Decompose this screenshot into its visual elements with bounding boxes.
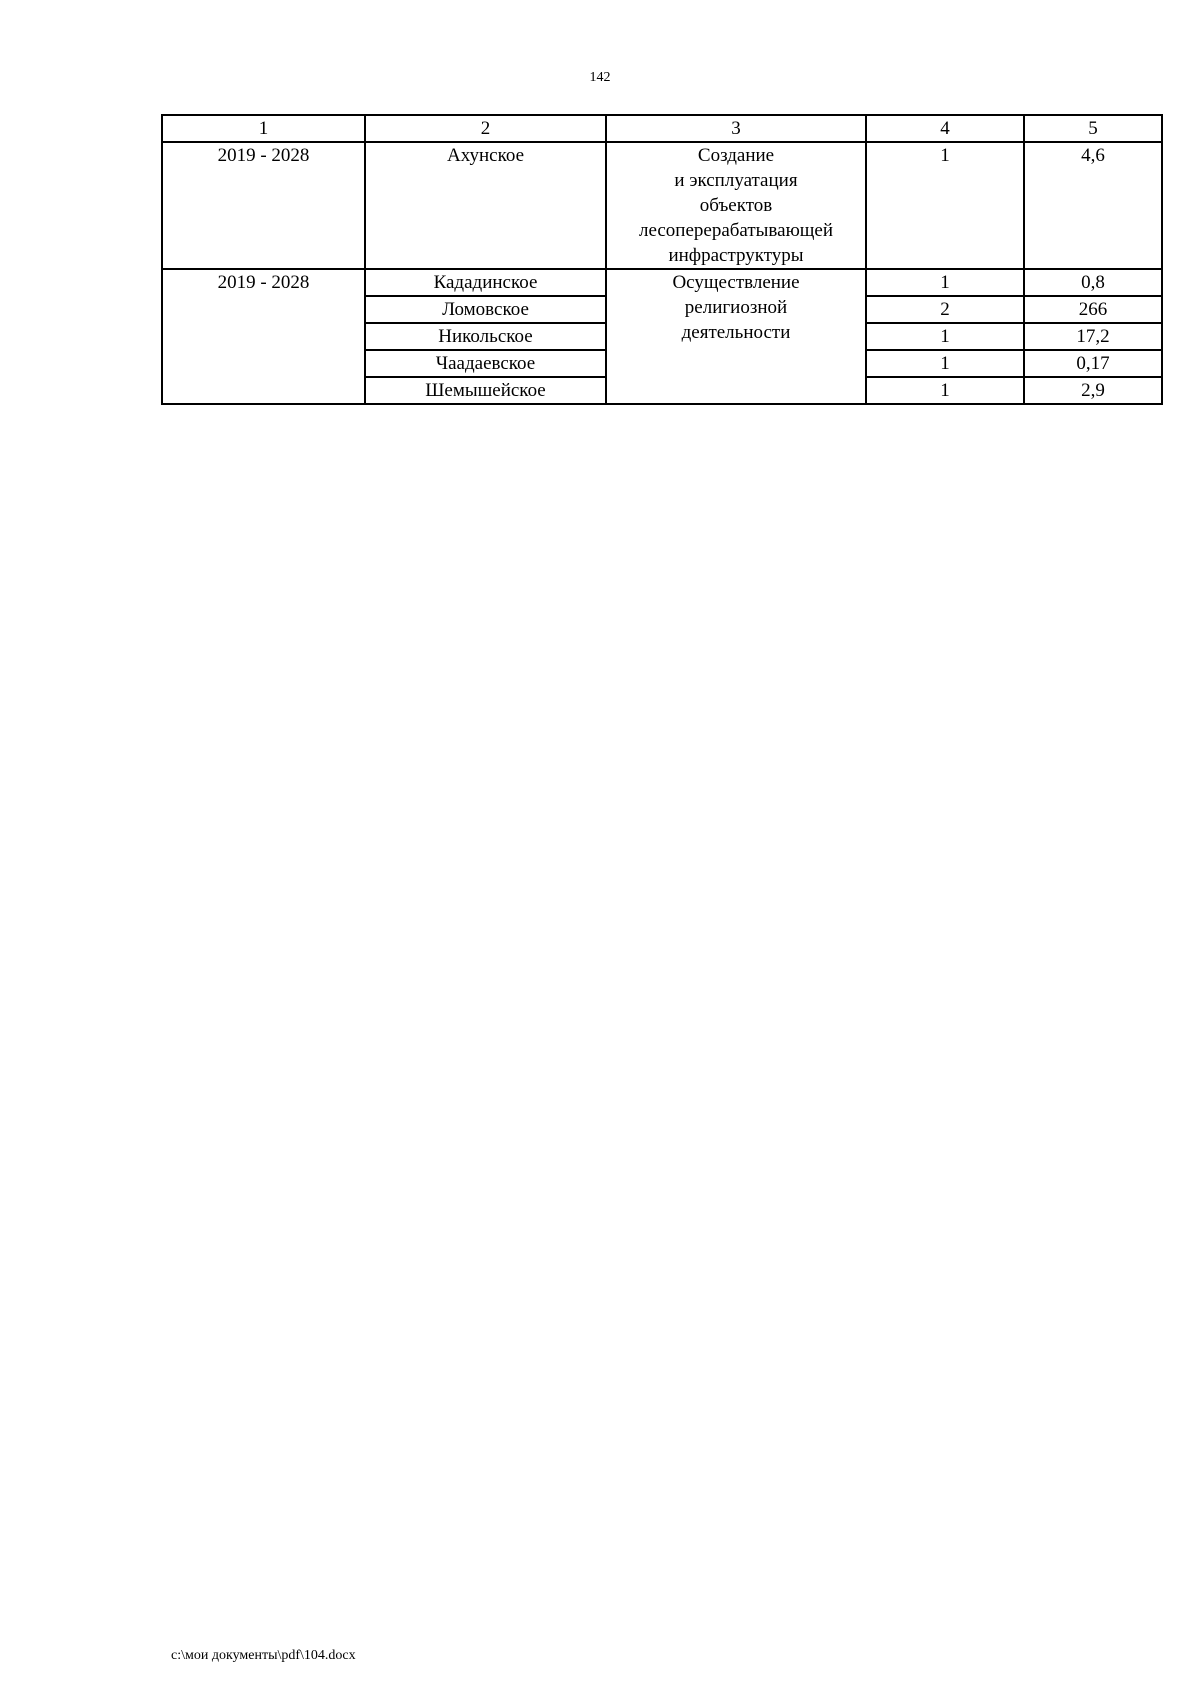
period-cell: 2019 - 2028 — [162, 269, 365, 404]
table-row — [162, 269, 1162, 296]
header-cell: 2 — [365, 115, 606, 142]
period-cell: 2019 - 2028 — [162, 142, 365, 269]
count-cell: 1 — [866, 350, 1024, 377]
data-table — [161, 114, 1163, 405]
area-cell: 2,9 — [1024, 377, 1162, 404]
footer-file-path: c:\мои документы\pdf\104.docx — [171, 1648, 356, 1663]
header-cell: 4 — [866, 115, 1024, 142]
purpose-line: Осуществление — [672, 272, 800, 293]
purpose-cell — [606, 269, 866, 404]
purpose-line: объектов — [699, 195, 773, 216]
settlement-cell: Никольское — [365, 323, 606, 350]
count-cell: 1 — [866, 323, 1024, 350]
purpose-line: деятельности — [681, 322, 791, 343]
count-cell: 1 — [866, 142, 1024, 269]
purpose-line: инфраструктуры — [668, 245, 804, 266]
header-cell: 5 — [1024, 115, 1162, 142]
purpose-cell — [606, 142, 866, 269]
area-cell: 4,6 — [1024, 142, 1162, 269]
purpose-line: Создание — [697, 145, 775, 166]
purpose-line: лесоперерабатывающей — [638, 220, 834, 241]
settlement-cell: Чаадаевское — [365, 350, 606, 377]
settlement-cell: Шемышейское — [365, 377, 606, 404]
count-cell: 1 — [866, 269, 1024, 296]
table-row — [162, 142, 1162, 269]
header-cell: 3 — [606, 115, 866, 142]
count-cell: 1 — [866, 377, 1024, 404]
purpose-line: и эксплуатация — [674, 170, 798, 191]
area-cell: 17,2 — [1024, 323, 1162, 350]
settlement-cell: Кададинское — [365, 269, 606, 296]
area-cell: 266 — [1024, 296, 1162, 323]
table-header-row — [162, 115, 1162, 142]
count-cell: 2 — [866, 296, 1024, 323]
area-cell: 0,8 — [1024, 269, 1162, 296]
page-number: 142 — [589, 70, 611, 85]
header-cell: 1 — [162, 115, 365, 142]
settlement-cell: Ломовское — [365, 296, 606, 323]
purpose-line: религиозной — [684, 297, 788, 318]
settlement-cell: Ахунское — [365, 142, 606, 269]
area-cell: 0,17 — [1024, 350, 1162, 377]
